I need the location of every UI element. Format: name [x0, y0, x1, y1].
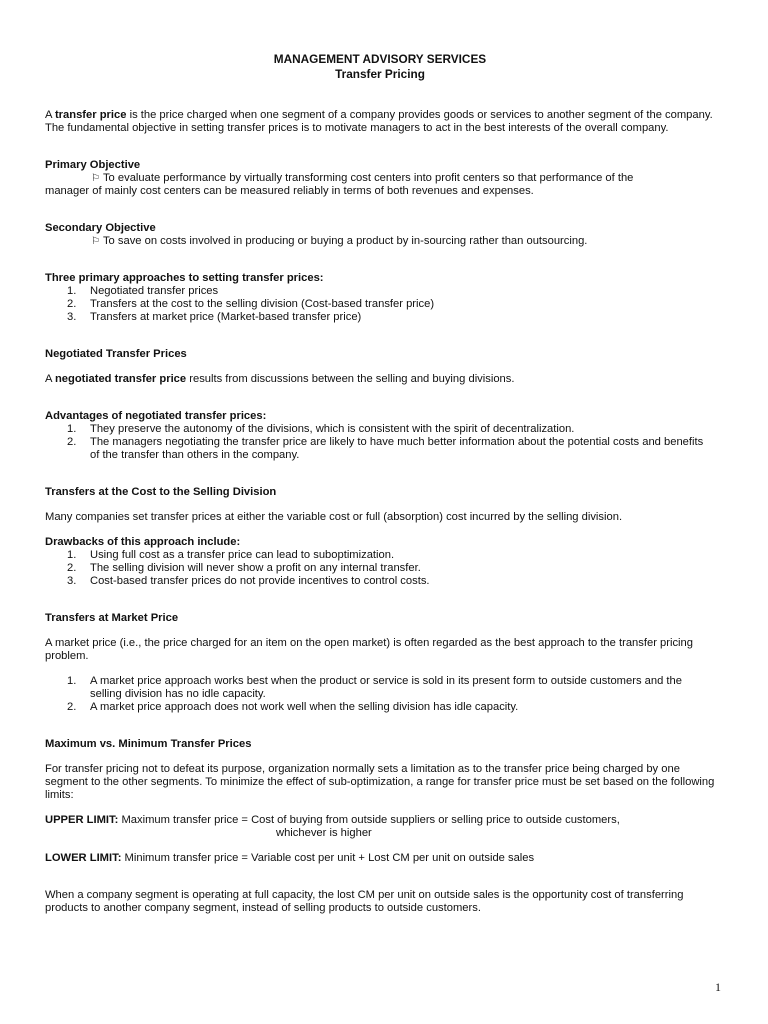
negotiated-term: negotiated transfer price: [54, 373, 187, 385]
advantages-list: [45, 423, 715, 462]
list-item: 1. They preserve the autonomy of the divisions, which is consistent with the spirit of decentralization.: [67, 423, 575, 435]
intro-pre: A: [45, 109, 55, 121]
upper-limit-cont: whichever is higher: [276, 827, 372, 839]
market-heading: Transfers at Market Price: [45, 612, 179, 624]
list-item: 2. The selling division will never show a profit on any internal transfer.: [67, 562, 421, 574]
primary-text: [45, 172, 715, 185]
flag-icon: ⚐: [91, 236, 100, 247]
cost-heading: Transfers at the Cost to the Selling Division: [45, 486, 277, 498]
negotiated-heading: Negotiated Transfer Prices: [45, 348, 187, 360]
closing-paragraph: When a company segment is operating at full capacity, the lost CM per unit on outside sales is the opportunity cost of transferring products to another company segment, instead of selling products to outside customers.: [45, 889, 684, 914]
primary-text-line2: manager of mainly cost centers can be measured reliably in terms of both revenues and expenses.: [45, 185, 534, 197]
list-item: 1. Using full cost as a transfer price can lead to suboptimization.: [67, 549, 395, 561]
list-item: 2. The managers negotiating the transfer price are likely to have much better information about the potential costs and benefits of the transfer than others in the company.: [67, 436, 704, 461]
page-number: 1: [715, 980, 721, 994]
lower-limit-label: LOWER LIMIT:: [45, 852, 122, 864]
upper-limit-label: UPPER LIMIT:: [45, 814, 119, 826]
intro-term: transfer price: [54, 109, 127, 121]
document-subtitle: Transfer Pricing: [335, 67, 425, 81]
list-item: 2. Transfers at the cost to the selling division (Cost-based transfer price): [67, 298, 435, 310]
approaches-heading: Three primary approaches to setting transfer prices:: [45, 272, 324, 284]
secondary-text-line: To save on costs involved in producing or buying a product by in-sourcing rather than outsourcing.: [102, 235, 588, 247]
drawbacks-heading: Drawbacks of this approach include:: [45, 536, 241, 548]
approaches-list: [45, 285, 715, 324]
document-page: [45, 52, 715, 915]
upper-limit: UPPER LIMIT: Maximum transfer price = Cost of buying from outside suppliers or selling price to outside customers,: [45, 814, 620, 826]
flag-icon: ⚐: [91, 173, 100, 184]
list-item: 2. A market price approach does not work well when the selling division has idle capacity.: [67, 701, 519, 713]
intro-paragraph: [45, 109, 715, 135]
advantages-heading: Advantages of negotiated transfer prices:: [45, 410, 267, 422]
lower-limit: LOWER LIMIT: Minimum transfer price = Variable cost per unit + Lost CM per unit on outside sales: [45, 852, 535, 864]
list-item: 3. Transfers at market price (Market-based transfer price): [67, 311, 362, 323]
secondary-text: [45, 235, 715, 248]
secondary-heading: Secondary Objective: [45, 222, 156, 234]
negotiated-paragraph: A negotiated transfer price results from discussions between the selling and buying divisions.: [45, 373, 515, 385]
intro-post: is the price charged when one segment of a company provides goods or services to another segment of the company. The fundamental objective in setting transfer prices is to motivate managers to act in the best interests of the overall company.: [45, 109, 713, 134]
document-title: MANAGEMENT ADVISORY SERVICES: [273, 52, 487, 66]
market-paragraph: A market price (i.e., the price charged for an item on the open market) is often regarded as the best approach to the transfer pricing problem.: [45, 637, 693, 662]
limits-paragraph: For transfer pricing not to defeat its purpose, organization normally sets a limitation as to the transfer price being charged by one segment to the other segments. To minimize the effect of sub-optimization, a range for transfer price must be set based on the following limits:: [45, 763, 715, 801]
market-list: [45, 675, 715, 714]
limits-heading: Maximum vs. Minimum Transfer Prices: [45, 738, 252, 750]
list-item: 3. Cost-based transfer prices do not provide incentives to control costs.: [67, 575, 430, 587]
cost-paragraph: Many companies set transfer prices at either the variable cost or full (absorption) cost incurred by the selling division.: [45, 511, 623, 523]
primary-text-line1: To evaluate performance by virtually transforming cost centers into profit centers so that performance of the: [102, 172, 634, 184]
drawbacks-list: [45, 549, 715, 588]
list-item: 1. Negotiated transfer prices: [67, 285, 219, 297]
list-item: 1. A market price approach works best when the product or service is sold in its present form to outside customers and the selling division has no idle capacity.: [67, 675, 682, 700]
primary-heading: Primary Objective: [45, 159, 141, 171]
